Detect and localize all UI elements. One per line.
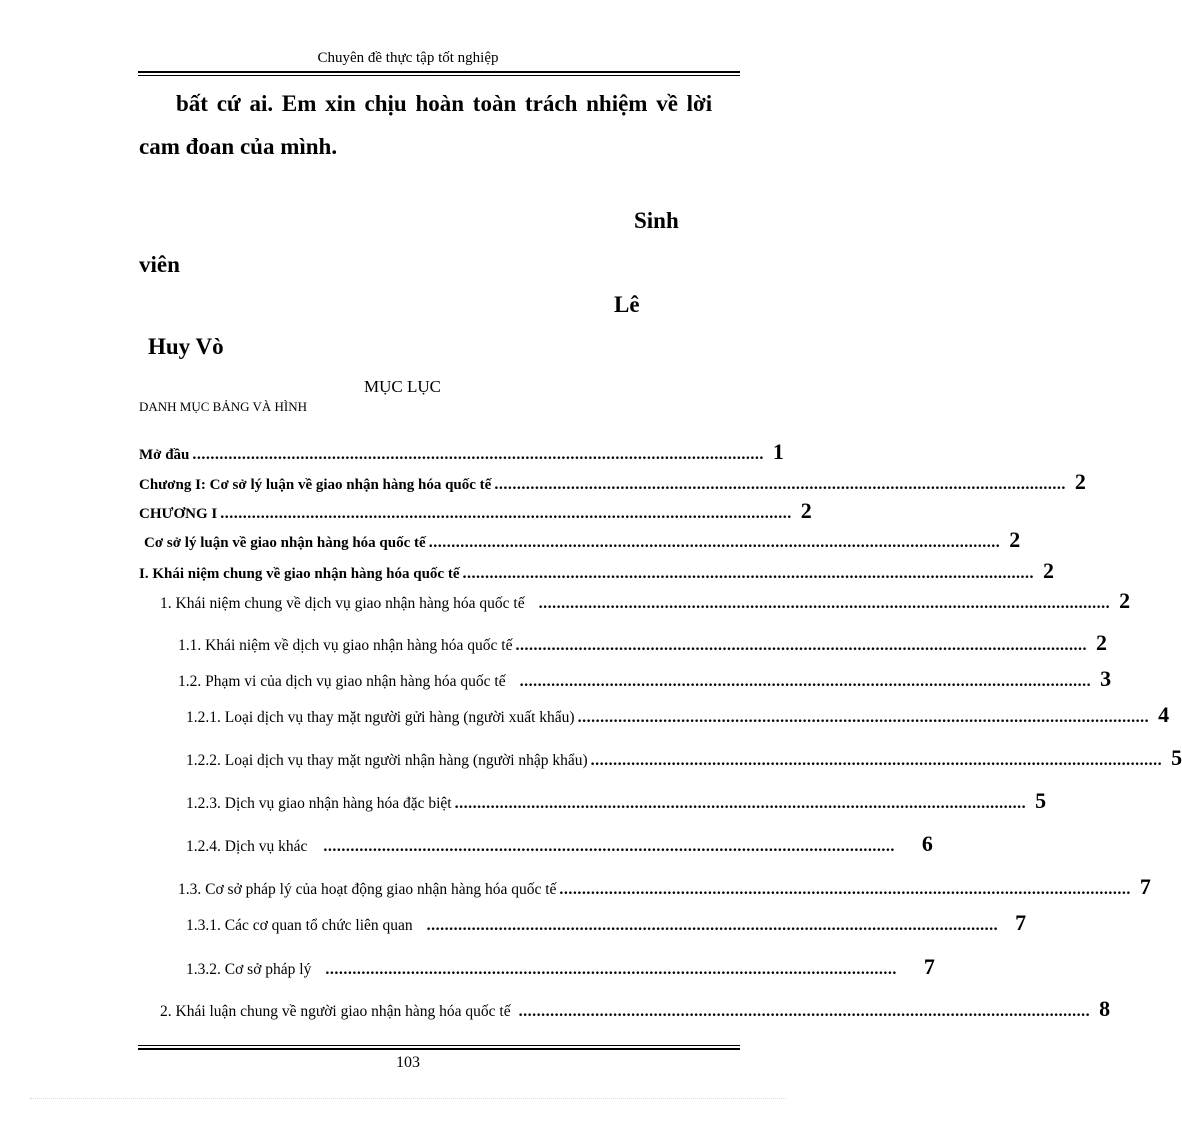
toc-entry-page: 6 — [921, 831, 933, 856]
header-rule-thick — [138, 71, 740, 73]
toc-entry-title: Cơ sở lý luận về giao nhận hàng hóa quốc tế — [144, 535, 426, 551]
signature-text: viên — [139, 252, 180, 277]
toc-entry-page: 2 — [1074, 469, 1086, 494]
paragraph-line: cam đoan của mình. — [139, 134, 338, 159]
toc-entry-page: 5 — [1035, 788, 1047, 813]
toc-entry[interactable] — [186, 788, 1047, 814]
toc-entry-title: 1.3. Cơ sở pháp lý của hoạt động giao nhận hàng hóa quốc tế — [178, 881, 557, 898]
toc-entry[interactable] — [178, 630, 1107, 656]
signature-text: Lê — [614, 292, 640, 317]
toc-entry-page: 2 — [1009, 527, 1021, 552]
signature-name: Huy Vò — [148, 334, 224, 359]
toc-entry-page: 2 — [800, 498, 812, 523]
toc-entry[interactable] — [178, 874, 1151, 900]
toc-subheading: DANH MỤC BẢNG VÀ HÌNH — [139, 399, 308, 414]
toc-entry-title: 1.1. Khái niệm về dịch vụ giao nhận hàng hóa quốc tế — [178, 637, 513, 654]
toc-leader-dots: ............................................................................................................................... — [577, 709, 1150, 726]
toc-entry[interactable] — [186, 702, 1170, 728]
toc-entry-page: 2 — [1095, 630, 1107, 655]
toc-entry-title: 2. Khái luận chung về người giao nhận hàng hóa quốc tế — [160, 1003, 511, 1020]
page-bottom-dotted-line — [30, 1098, 786, 1099]
toc-entry-title: 1.3.2. Cơ sở pháp lý — [186, 961, 312, 978]
toc-entry-title: 1.3.1. Các cơ quan tổ chức liên quan — [186, 917, 413, 934]
toc-entry-title: 1.2. Phạm vi của dịch vụ giao nhận hàng hóa quốc tế — [178, 673, 506, 690]
toc-entry-page: 1 — [772, 439, 784, 464]
toc-entry[interactable] — [139, 558, 1054, 584]
toc-leader-dots: ............................................................................................................................... — [519, 673, 1092, 690]
toc-entry-title: Chương I: Cơ sở lý luận về giao nhận hàng hóa quốc tế — [139, 477, 492, 493]
toc-entry[interactable] — [186, 831, 933, 857]
toc-entry-page: 7 — [923, 954, 935, 979]
toc-leader-dots: ............................................................................................................................... — [192, 446, 764, 463]
toc-leader-dots: ............................................................................................................................... — [515, 637, 1087, 654]
toc-entry-page: 7 — [1139, 874, 1151, 899]
toc-leader-dots: ............................................................................................................................... — [325, 961, 897, 978]
toc-leader-dots: ............................................................................................................................... — [538, 595, 1111, 612]
toc-entry-page: 7 — [1015, 910, 1027, 935]
toc-leader-dots: ............................................................................................................................... — [454, 795, 1027, 812]
toc-entry-title: 1.2.1. Loại dịch vụ thay mặt người gửi hàng (người xuất khẩu) — [186, 709, 575, 726]
toc-entry-title: 1. Khái niệm chung về dịch vụ giao nhận hàng hóa quốc tế — [160, 595, 525, 612]
toc-leader-dots: ............................................................................................................................... — [518, 1003, 1091, 1020]
toc-entry-title: Mở đầu — [139, 447, 190, 463]
toc-entry[interactable] — [139, 469, 1086, 495]
toc-entry[interactable] — [178, 666, 1112, 692]
footer-rule-thick — [138, 1048, 740, 1050]
toc-leader-dots: ............................................................................................................................... — [494, 476, 1066, 493]
toc-entry-page: 5 — [1171, 745, 1182, 770]
toc-entry[interactable] — [139, 498, 812, 524]
toc-entry-page: 8 — [1099, 996, 1111, 1021]
toc-entry[interactable] — [160, 996, 1111, 1022]
toc-leader-dots: ............................................................................................................................... — [559, 881, 1131, 898]
paragraph-line: bất cứ ai. Em xin chịu hoàn toàn trách nhiệm về lời — [176, 91, 713, 116]
page-header-title: Chuyên đề thực tập tốt nghiệp — [317, 50, 499, 66]
toc-entry-title: CHƯƠNG I — [139, 506, 218, 522]
toc-heading: MỤC LỤC — [364, 377, 441, 396]
header-rule-thin — [138, 75, 740, 76]
page-number: 103 — [396, 1054, 420, 1071]
toc-entry-title: 1.2.2. Loại dịch vụ thay mặt người nhận hàng (người nhập khẩu) — [186, 752, 588, 769]
toc-entry-page: 2 — [1119, 588, 1131, 613]
toc-entry-title: I. Khái niệm chung về giao nhận hàng hóa quốc tế — [139, 566, 460, 582]
toc-leader-dots: ............................................................................................................................... — [426, 917, 999, 934]
toc-entry[interactable] — [160, 588, 1131, 614]
footer-rule-thin — [138, 1045, 740, 1046]
toc-entry-title: 1.2.3. Dịch vụ giao nhận hàng hóa đặc biệt — [186, 795, 452, 812]
toc-entry-page: 3 — [1100, 666, 1112, 691]
toc-entry-page: 2 — [1043, 558, 1054, 583]
toc-entry-page: 4 — [1158, 702, 1170, 727]
toc-leader-dots: ............................................................................................................................... — [323, 838, 895, 855]
toc-entry[interactable] — [186, 745, 1182, 771]
signature-text: Sinh — [634, 208, 679, 233]
toc-entry[interactable] — [139, 439, 784, 465]
toc-entry-title: 1.2.4. Dịch vụ khác — [186, 838, 308, 855]
toc-leader-dots: ............................................................................................................................... — [220, 505, 792, 522]
toc-entry[interactable] — [139, 527, 1021, 553]
toc-leader-dots: ............................................................................................................................... — [590, 752, 1163, 769]
toc-entry[interactable] — [186, 910, 1027, 936]
toc-leader-dots: ............................................................................................................................... — [462, 565, 1034, 582]
toc-leader-dots: ............................................................................................................................... — [428, 534, 1001, 551]
toc-entry[interactable] — [186, 954, 935, 980]
